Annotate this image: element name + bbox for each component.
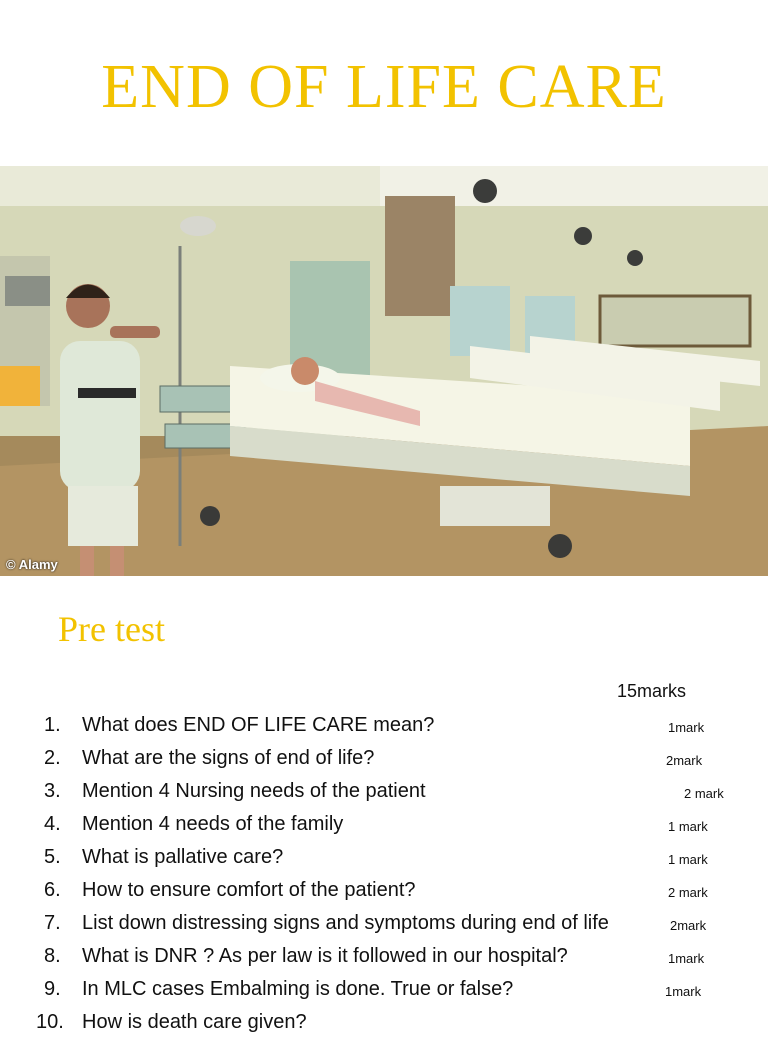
question-number: 6.	[44, 879, 61, 901]
hospital-ward-photo	[0, 166, 768, 576]
question-item	[0, 776, 768, 809]
section-title: Pre test	[58, 609, 165, 649]
question-text: Mention 4 needs of the family	[82, 813, 344, 835]
question-text: Mention 4 Nursing needs of the patient	[82, 780, 426, 802]
question-mark: 2mark	[670, 918, 707, 933]
question-text: In MLC cases Embalming is done. True or false?	[82, 978, 514, 1000]
total-marks: 15marks	[617, 681, 687, 701]
question-text: How to ensure comfort of the patient?	[82, 879, 416, 901]
question-text: List down distressing signs and symptoms during end of life	[82, 912, 609, 934]
question-mark: 1 mark	[668, 852, 708, 867]
question-item	[0, 875, 768, 908]
slide-title: END OF LIFE CARE	[101, 53, 667, 121]
question-number: 4.	[44, 813, 61, 835]
question-text: What is pallative care?	[82, 846, 284, 868]
question-mark: 1 mark	[668, 819, 708, 834]
question-text: How is death care given?	[82, 1011, 307, 1033]
question-item	[0, 941, 768, 974]
question-number: 2.	[44, 747, 61, 769]
question-item	[0, 809, 768, 842]
question-mark: 2 mark	[668, 885, 708, 900]
question-text: What does END OF LIFE CARE mean?	[82, 714, 435, 736]
question-mark: 2 mark	[684, 786, 724, 801]
question-text: What are the signs of end of life?	[82, 747, 375, 769]
question-mark: 1mark	[668, 951, 705, 966]
question-number: 5.	[44, 846, 61, 868]
question-item	[0, 974, 768, 1007]
question-text: What is DNR ? As per law is it followed in our hospital?	[82, 945, 568, 967]
question-number: 1.	[44, 714, 61, 736]
question-number: 3.	[44, 780, 61, 802]
question-item	[0, 842, 768, 875]
ward-illustration	[0, 166, 768, 576]
photo-watermark: © Alamy	[6, 557, 58, 572]
question-mark: 1mark	[668, 720, 705, 735]
question-number: 9.	[44, 978, 61, 1000]
question-item	[0, 908, 768, 941]
question-number: 10.	[36, 1011, 64, 1033]
question-item	[0, 710, 768, 743]
question-mark: 1mark	[665, 984, 702, 999]
question-number: 8.	[44, 945, 61, 967]
question-number: 7.	[44, 912, 61, 934]
question-item	[0, 743, 768, 776]
question-mark: 2mark	[666, 753, 703, 768]
